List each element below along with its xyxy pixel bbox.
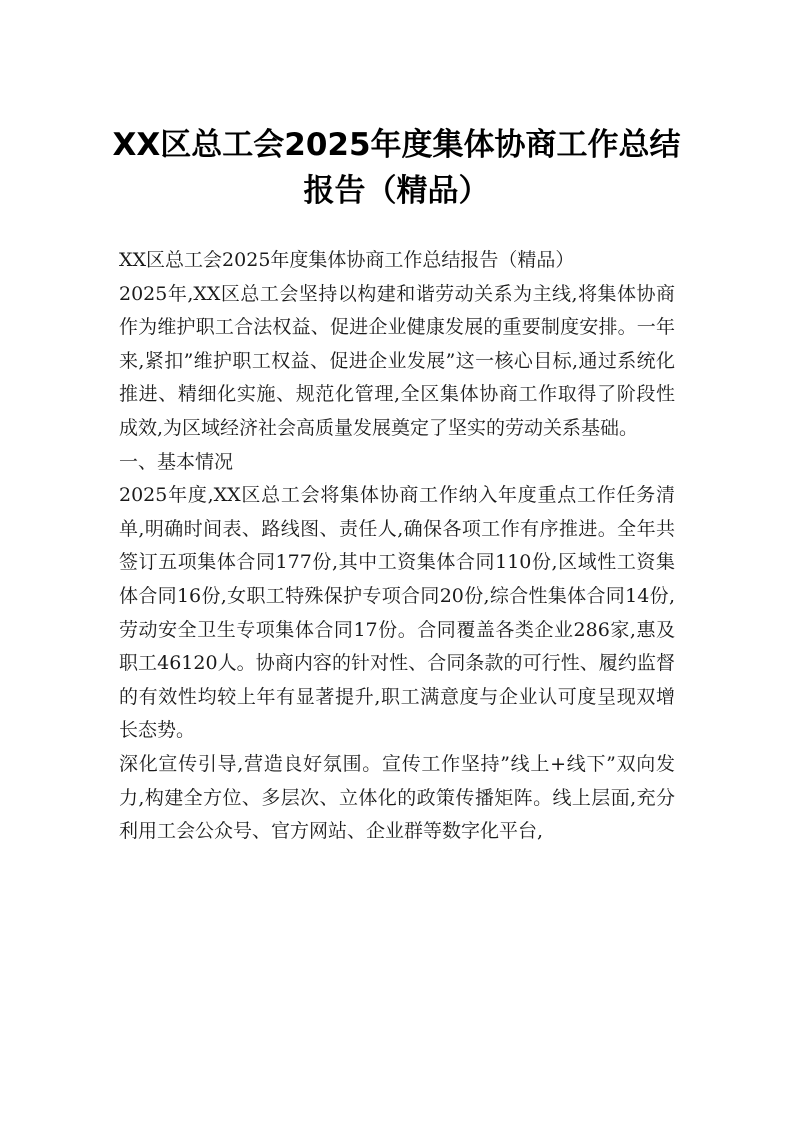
paragraph-intro: 2025年,XX区总工会坚持以构建和谐劳动关系为主线,将集体协商作为维护职工合法权益、促进企业健康发展的重要制度安排。一年来,紧扣”维护职工权益、促进企业发展”这一核心目标,通过系统化推进、精细化实施、规范化管理,全区集体协商工作取得了阶段性成效,为区域经济社会高质量发展奠定了坚实的劳动关系基础。 (119, 282, 675, 439)
paragraph-basic-situation: 2025年度,XX区总工会将集体协商工作纳入年度重点工作任务清单,明确时间表、路线图、责任人,确保各项工作有序推进。全年共签订五项集体合同177份,其中工资集体合同110份,区域性工资集体合同16份,女职工特殊保护专项合同20份,综合性集体合同14份,劳动安全卫生专项集体合同17份。合同覆盖各类企业286家,惠及职工46120人。协商内容的针对性、合同条款的可行性、履约监督的有效性均较上年有显著提升,职工满意度与企业认可度呈现双增长态势。 (119, 484, 675, 742)
document-title: XX区总工会2025年度集体协商工作总结报告（精品） (112, 127, 681, 209)
paragraph-subtitle: XX区总工会2025年度集体协商工作总结报告（精品） (119, 249, 575, 271)
section-heading-basic-situation: 一、基本情况 (119, 450, 234, 473)
document-body (119, 244, 675, 849)
paragraph-publicity: 深化宣传引导,营造良好氛围。宣传工作坚持”线上+线下”双向发力,构建全方位、多层次、立体化的政策传播矩阵。线上层面,充分利用工会公众号、官方网站、企业群等数字化平台, (119, 752, 675, 843)
